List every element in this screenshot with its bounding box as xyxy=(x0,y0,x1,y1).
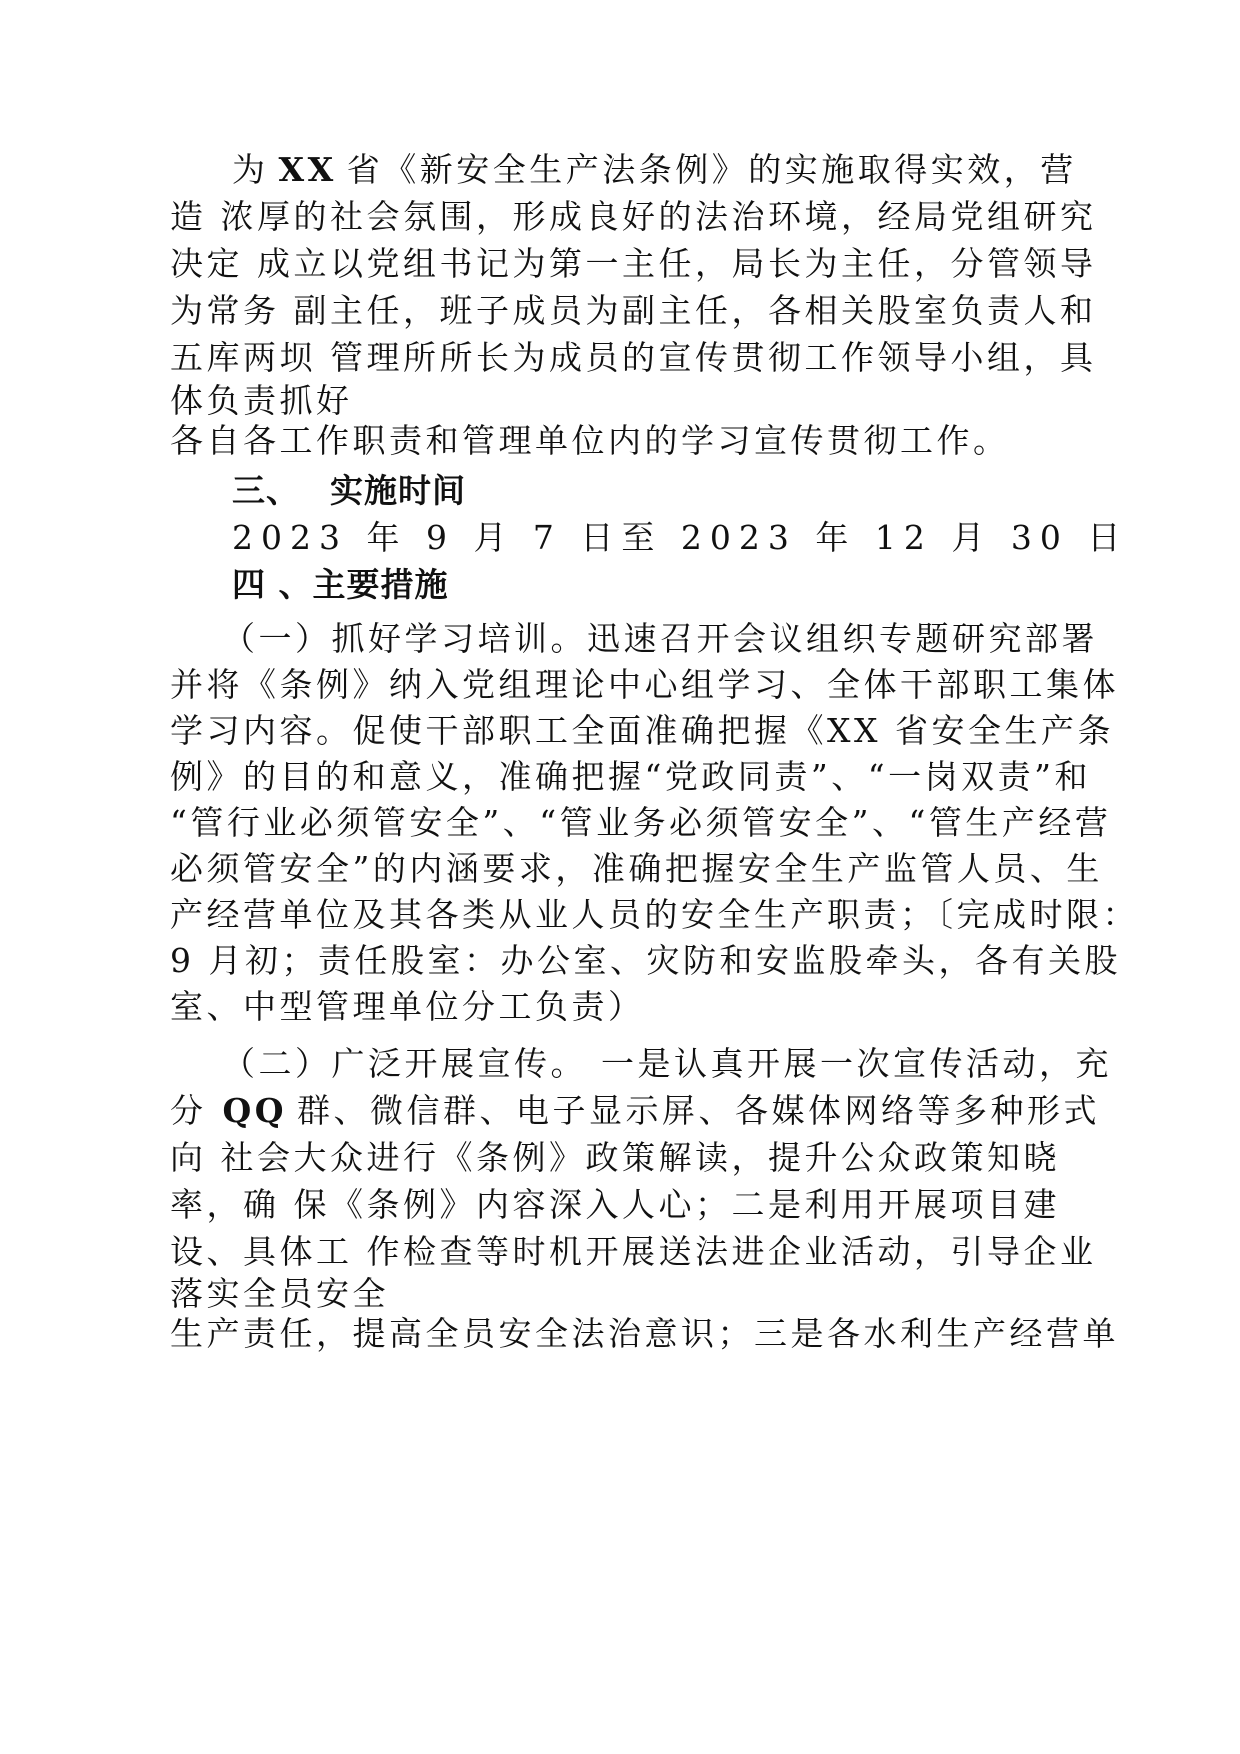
paragraph-line: 生产责任，提高全员安全法治意识；三是各水利生产经营单 xyxy=(170,1314,1119,1353)
text-fragment: 省《新安全生产法条例》的实施取得实效，营 xyxy=(346,150,1077,189)
paragraph-line: 9 月初；责任股室：办公室、灾防和安监股牵头，各有关股 xyxy=(170,941,1121,980)
paragraph-line: 落实全员安全 xyxy=(170,1274,389,1313)
paragraph-line: 设、具体工 作检查等时机开展送法进企业活动，引导企业 xyxy=(170,1232,1097,1271)
paragraph-line: 决定 成立以党组书记为第一主任，局长为主任，分管领导 xyxy=(170,244,1097,283)
paragraph-line: 五库两坝 管理所所长为成员的宣传贯彻工作领导小组，具 xyxy=(170,338,1097,377)
paragraph-line: “管行业必须管安全”、“管业务必须管安全”、“管生产经营 xyxy=(170,803,1112,842)
text-fragment: 群、微信群、电子显示屏、各媒体网络等多种形式 xyxy=(297,1091,1100,1130)
paragraph-line: 为常务 副主任，班子成员为副主任，各相关股室负责人和 xyxy=(170,291,1097,330)
text-fragment-bold: QQ xyxy=(222,1091,287,1130)
paragraph-line: 体负责抓好 xyxy=(170,381,353,420)
section-heading: 四 、主要措施 xyxy=(232,565,449,604)
paragraph-line: 造 浓厚的社会氛围，形成良好的法治环境，经局党组研究 xyxy=(170,197,1097,236)
paragraph-line: 各自各工作职责和管理单位内的学习宣传贯彻工作。 xyxy=(170,421,1010,460)
text-fragment-bold: XX xyxy=(278,150,337,189)
paragraph-line xyxy=(232,150,1077,190)
paragraph-line: 必须管安全”的内涵要求，准确把握安全生产监管人员、生 xyxy=(170,849,1103,888)
paragraph-line: 例》的目的和意义，准确把握“党政同责”、“一岗双责”和 xyxy=(170,757,1091,796)
paragraph-line: 室、中型管理单位分工负责） xyxy=(170,987,645,1026)
paragraph-line: 率，确 保《条例》内容深入人心；二是利用开展项目建 xyxy=(170,1185,1060,1224)
section-title: 实施时间 xyxy=(330,471,466,510)
paragraph-line: 并将《条例》纳入党组理论中心组学习、全体干部职工集体 xyxy=(170,665,1119,704)
text-fragment: 为 xyxy=(232,150,269,189)
paragraph-line: 学习内容。促使干部职工全面准确把握《XX 省安全生产条 xyxy=(170,711,1114,750)
paragraph-line xyxy=(170,1091,1100,1131)
text-fragment: 分 xyxy=(170,1091,207,1130)
paragraph-line: （一）抓好学习培训。迅速召开会议组织专题研究部署 xyxy=(222,619,1098,658)
paragraph-line: （二）广泛开展宣传。 一是认真开展一次宣传活动，充 xyxy=(222,1044,1112,1083)
paragraph-line: 产经营单位及其各类从业人员的安全生产职责；〔完成时限： xyxy=(170,895,1139,934)
paragraph-line: 向 社会大众进行《条例》政策解读，提升公众政策知晓 xyxy=(170,1138,1060,1177)
date-range: 2023 年 9 月 7 日至 2023 年 12 月 30 日 xyxy=(232,518,1129,557)
section-heading xyxy=(232,471,466,511)
section-number: 三、 xyxy=(232,471,300,510)
